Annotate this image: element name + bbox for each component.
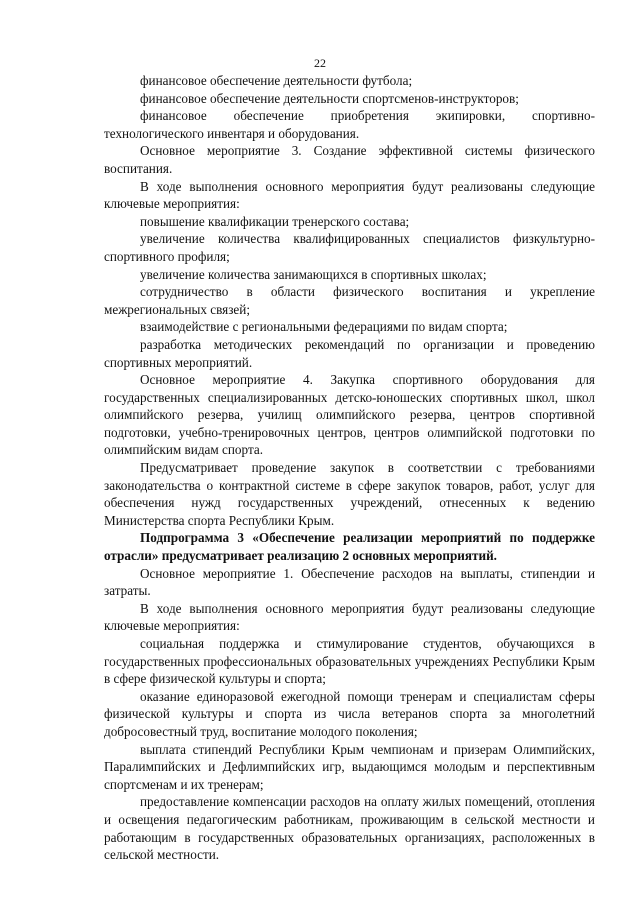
paragraph: оказание единоразовой ежегодной помощи тренерам и специалистам сферы физической культуры и спорта из числа ветеранов спорта за многолетний добросовестный труд, воспитание молодого поколения; (104, 688, 595, 739)
paragraph: Основное мероприятие 3. Создание эффективной системы физического воспитания. (104, 143, 595, 176)
paragraph: Основное мероприятие 4. Закупка спортивного оборудования для государственных специализированных детско-юношеских спортивных школ, школ олимпийского резерва, училищ олимпийского резерва, центров спортивной подготовки, учебно-тренировочных центров, центров олимпийской подготовки по олимпийским видам спорта. (104, 372, 595, 458)
document-body (104, 72, 595, 864)
paragraph: предоставление компенсации расходов на оплату жилых помещений, отопления и освещения педагогическим работникам, проживающим в сельской местности и работающим в государственных образовательных организациях, расположенных в сельской местности. (104, 794, 595, 863)
paragraph: сотрудничество в области физического воспитания и укрепление межрегиональных связей; (104, 284, 595, 317)
paragraph: финансовое обеспечение деятельности футбола; (140, 73, 413, 88)
paragraph: социальная поддержка и стимулирование студентов, обучающихся в государственных профессиональных образовательных учреждениях Республики Крым в сфере физической культуры и спорта; (104, 636, 595, 687)
subprogram-heading: Подпрограмма 3 «Обеспечение реализации мероприятий по поддержке отрасли» предусматривает реализацию 2 основных мероприятий. (104, 530, 595, 564)
paragraph: Основное мероприятие 1. Обеспечение расходов на выплаты, стипендии и затраты. (104, 565, 595, 599)
paragraph: финансовое обеспечение деятельности спортсменов-инструкторов; (140, 90, 519, 106)
paragraph: выплата стипендий Республики Крым чемпионам и призерам Олимпийских, Паралимпийских и Дефлимпийских игр, выдающимся молодым и перспективным спортсменам и их тренерам; (104, 741, 595, 792)
paragraph: финансовое обеспечение приобретения экипировки, спортивно-технологического инвентаря и оборудования. (104, 108, 595, 141)
paragraph: Предусматривает проведение закупок в соответствии с требованиями законодательства о контрактной системе в сфере закупок товаров, работ, услуг для обеспечения нужд государственных учреждений, отнесенных к ведению Министерства спорта Республики Крым. (104, 460, 595, 528)
paragraph: увеличение количества квалифицированных специалистов физкультурно-спортивного профиля; (104, 231, 595, 264)
page-number: 22 (314, 56, 326, 70)
paragraph: повышение квалификации тренерского состава; (140, 213, 410, 229)
paragraph: разработка методических рекомендаций по организации и проведению спортивных мероприятий. (104, 336, 595, 370)
paragraph: увеличение количества занимающихся в спортивных школах; (140, 266, 487, 282)
paragraph: В ходе выполнения основного мероприятия будут реализованы следующие ключевые мероприятия: (104, 178, 595, 212)
paragraph: В ходе выполнения основного мероприятия будут реализованы следующие ключевые мероприятия: (104, 600, 595, 634)
paragraph: взаимодействие с региональными федерациями по видам спорта; (140, 319, 508, 335)
